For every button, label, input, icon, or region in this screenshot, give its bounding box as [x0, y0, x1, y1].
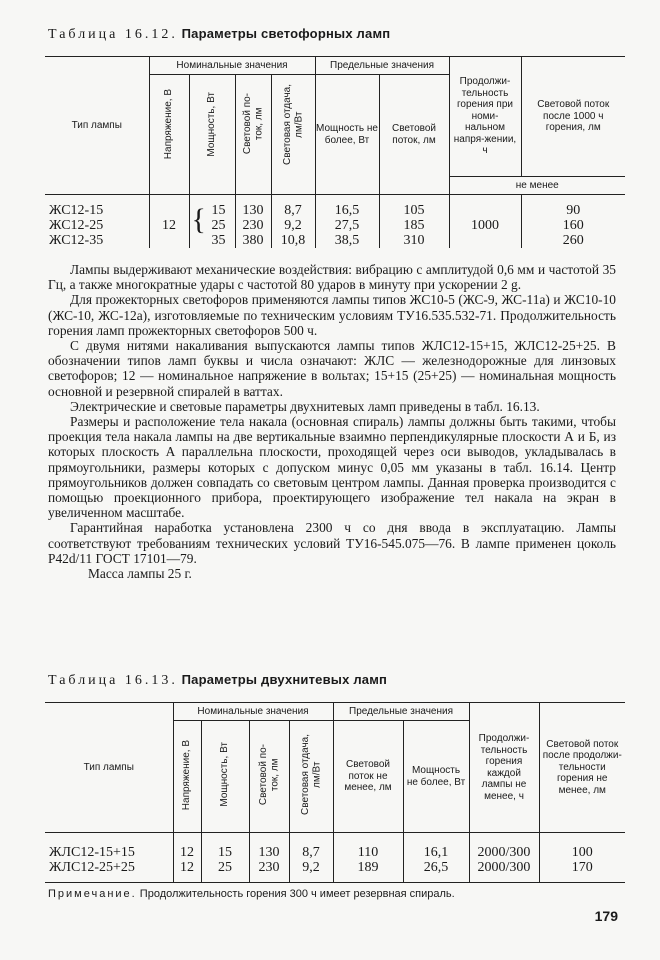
power-value: 25 — [201, 860, 249, 875]
table-16-12-caption — [48, 26, 390, 43]
paragraph: С двумя нитями накаливания выпускаются лампы типов ЖЛС12-15+15, ЖЛС12-25+25. В обозначении типов ламп буквы и числа означают: ЖЛС — железнодорожные для линзовых светофоров; 12 — номинальное напряжение в вольтах; 15+15 (25+25) — номинальная мощность основной и резервной спиралей в ваттах. — [48, 338, 616, 399]
efficacy-value: 9,2 — [271, 218, 315, 233]
col-flux-header: Световой по- ток, лм — [241, 93, 264, 155]
col-flux-header: Световой по- ток, лм — [257, 744, 280, 806]
max-power-value: 27,5 — [315, 218, 379, 233]
efficacy-value: 8,7 — [271, 203, 315, 218]
paragraph: Электрические и световые параметры двухнитевых ламп приведены в табл. 16.13. — [70, 398, 540, 414]
life-value: 2000/300 — [469, 845, 539, 860]
caption-title: Параметры двухнитевых ламп — [181, 672, 388, 687]
flux-value: 230 — [249, 860, 289, 875]
brace-symbol: { — [191, 202, 206, 236]
paragraph: Размеры и расположение тела накала (основная спираль) лампы должны быть такими, чтобы проекция тела накала лампы на две вертикальные взаимно перпендикулярные плоскости А и Б, из которых плоскость А параллельна плоскости, проходящей через оси выводов, укладывалась в прямоугольники, размеры которых с допуском минус 0,05 мм указаны в табл. 16.14. Центр прямоугольников должен совпадать со световым центром лампы. Данная проверка производится с помощью проекционного прибора, проектирующего изображение тел накала на экран в увеличенном масштабе. — [48, 414, 616, 521]
paragraph: Лампы выдерживают механические воздействия: вибрацию с амплитудой 0,6 мм и частотой 35 Гц, а также многократные удары с частотой 80 ударов в минуту при ускорении 2 g. — [48, 262, 616, 293]
flux-after-value: 170 — [539, 860, 625, 875]
col-life-header: Продолжи-тельность горения при номи-нальном напря-жении, ч — [449, 57, 521, 177]
paragraph: Гарантийная наработка установлена 2300 ч со дня ввода в эксплуатацию. Лампы соответствуют требованиям технических условий ТУ16-545.075—76. В лампе применен цоколь P42d/11 ГОСТ 17101—79. — [48, 520, 616, 566]
flux-value: 230 — [235, 218, 271, 233]
power-value: 15 — [211, 202, 226, 218]
table-row — [45, 845, 625, 860]
limit-flux-value: 310 — [379, 233, 449, 248]
limit-flux-value: 110 — [333, 845, 403, 860]
group-nominal-header: Номинальные значения — [173, 703, 333, 721]
lamp-type: ЖЛС12-15+15 — [49, 844, 135, 860]
caption-title: Параметры светофорных ламп — [181, 26, 391, 41]
limit-flux-value: 189 — [333, 860, 403, 875]
not-less-header: не менее — [449, 177, 625, 195]
note-label: Примечание. — [48, 888, 137, 900]
life-value: 1000 — [449, 203, 521, 248]
group-nominal-header: Номинальные значения — [149, 57, 315, 75]
group-limit-header: Предельные значения — [333, 703, 469, 721]
flux-after-value: 160 — [521, 218, 625, 233]
col-efficacy-header: Световая отдача, лм/Вт — [281, 83, 304, 165]
table-16-13-caption — [48, 672, 387, 689]
voltage-value: 12 — [173, 845, 201, 860]
efficacy-value: 8,7 — [289, 845, 333, 860]
flux-value: 130 — [249, 845, 289, 860]
paragraph: Для прожекторных светофоров применяются лампы типов ЖС10-5 (ЖС-9, ЖС-11а) и ЖС10-10 (ЖС-10, ЖС-12а), изготовляемые по техническим условиям ТУ16.535.532-71. Продолжительность горения ламп прожекторных светофоров 500 ч. — [48, 292, 616, 338]
table-row — [45, 233, 625, 248]
table-row — [45, 203, 625, 218]
caption-label: Таблица 16.12. — [48, 27, 178, 42]
col-efficacy-header: Световая отдача, лм/Вт — [299, 734, 322, 816]
power-value: 35 — [211, 232, 226, 248]
table-16-12 — [45, 56, 625, 248]
max-power-value: 26,5 — [403, 860, 469, 875]
life-value: 2000/300 — [469, 860, 539, 875]
col-type-header: Тип лампы — [45, 57, 149, 195]
table-16-13 — [45, 702, 625, 883]
efficacy-value: 10,8 — [271, 233, 315, 248]
col-flux-after-header: Световой поток после продолжи-тельности горения не менее, лм — [539, 703, 625, 833]
col-life-header: Продолжи-тельность горения каждой лампы не менее, ч — [469, 703, 539, 833]
body-text — [48, 262, 616, 581]
flux-after-value: 90 — [521, 203, 625, 218]
group-limit-header: Предельные значения — [315, 57, 449, 75]
note-text: Продолжительность горения 300 ч имеет резервная спираль. — [139, 888, 455, 900]
voltage-value: 12 — [173, 860, 201, 875]
col-type-header: Тип лампы — [45, 703, 173, 833]
lamp-type: ЖС12-35 — [49, 232, 104, 248]
efficacy-value: 9,2 — [289, 860, 333, 875]
page-number: 179 — [594, 908, 618, 924]
lamp-type: ЖС12-25 — [49, 217, 104, 233]
max-power-value: 16,5 — [315, 203, 379, 218]
flux-after-value: 260 — [521, 233, 625, 248]
flux-value: 380 — [235, 233, 271, 248]
limit-flux-value: 105 — [379, 203, 449, 218]
paragraph: Масса лампы 25 г. — [88, 566, 192, 582]
flux-after-value: 100 — [539, 845, 625, 860]
flux-value: 130 — [235, 203, 271, 218]
table-note — [48, 888, 455, 900]
limit-flux-value: 185 — [379, 218, 449, 233]
max-power-value: 38,5 — [315, 233, 379, 248]
table-row — [45, 860, 625, 875]
col-voltage-header: Напряжение, В — [181, 739, 193, 810]
col-power-header: Мощность, Вт — [219, 742, 231, 808]
col-max-power-header: Мощность не более, Вт — [403, 721, 469, 833]
caption-label: Таблица 16.13. — [48, 673, 178, 688]
lamp-type: ЖС12-15 — [49, 202, 104, 218]
lamp-type: ЖЛС12-25+25 — [49, 859, 135, 875]
voltage-value: 12 — [149, 203, 189, 248]
col-flux-after-header: Световой поток после 1000 ч горения, лм — [521, 57, 625, 177]
col-limit-flux-header: Световой поток не менее, лм — [333, 721, 403, 833]
col-power-header: Мощность, Вт — [206, 91, 218, 157]
max-power-value: 16,1 — [403, 845, 469, 860]
power-value: 15 — [201, 845, 249, 860]
table-row — [45, 218, 625, 233]
power-value: 25 — [211, 217, 226, 233]
col-voltage-header: Напряжение, В — [163, 88, 175, 160]
col-limit-flux-header: Световой поток, лм — [379, 75, 449, 195]
col-max-power-header: Мощность не более, Вт — [315, 75, 379, 195]
